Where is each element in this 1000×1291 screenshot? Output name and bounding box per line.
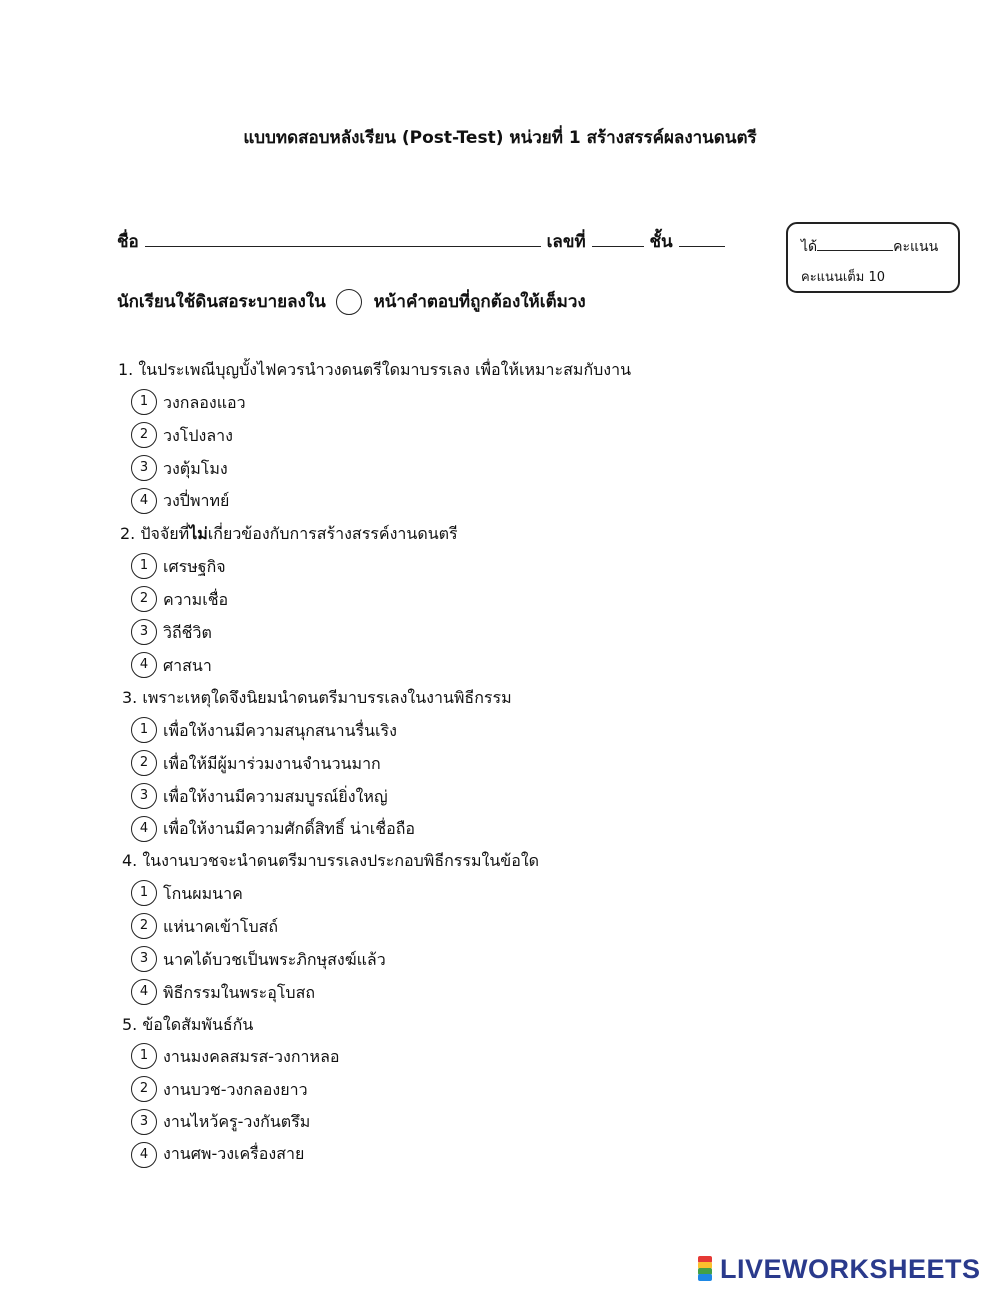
q5-option-2-bubble[interactable]: 2 — [131, 1076, 157, 1102]
q4-option-1-bubble[interactable]: 1 — [131, 880, 157, 906]
q4-option-2-bubble[interactable]: 2 — [131, 913, 157, 939]
score-field[interactable] — [817, 238, 893, 251]
question-3 — [122, 686, 512, 711]
question-text-post: เกี่ยวข้องกับการสร้างสรรค์งานดนตรี — [207, 524, 458, 543]
q1-option-4-text: วงปี่พาทย์ — [163, 491, 230, 510]
student-info-row — [117, 228, 725, 255]
q5-option-1-text: งานมงคลสมรส-วงกาหลอ — [163, 1047, 340, 1066]
q3-option-2-bubble[interactable]: 2 — [131, 750, 157, 776]
question-text: ในงานบวชจะนำดนตรีมาบรรเลงประกอบพิธีกรรมในข้อใด — [142, 851, 540, 870]
score-points-label: คะแนน — [893, 239, 939, 255]
q2-option-1-text: เศรษฐกิจ — [163, 557, 226, 576]
q3-option-1-bubble[interactable]: 1 — [131, 717, 157, 743]
q5-option-2-text: งานบวช-วงกลองยาว — [163, 1080, 308, 1099]
question-text-pre: ปัจจัยที่ — [140, 524, 190, 543]
q5-option-4-text: งานศพ-วงเครื่องสาย — [163, 1144, 305, 1163]
question-2 — [120, 522, 458, 547]
q4-option-4-bubble[interactable]: 4 — [131, 979, 157, 1005]
question-number: 5. — [122, 1015, 138, 1034]
q2-option-3-bubble[interactable]: 3 — [131, 619, 157, 645]
instruction — [117, 288, 586, 315]
q3-option-3-text: เพื่อให้งานมีความสมบูรณ์ยิ่งใหญ่ — [163, 787, 388, 806]
score-got-row — [801, 236, 938, 258]
question-4 — [122, 849, 539, 874]
number-label: เลขที่ — [546, 232, 586, 252]
question-number: 3. — [122, 688, 138, 707]
q3-option-4-text: เพื่อให้งานมีความศักดิ์สิทธิ์ น่าเชื่อถือ — [163, 819, 416, 838]
example-circle-icon — [336, 289, 362, 315]
question-text-emphasis: ไม่ — [189, 524, 208, 543]
q1-option-3-bubble[interactable]: 3 — [131, 455, 157, 481]
question-number: 2. — [120, 524, 136, 543]
q5-option-1-bubble[interactable]: 1 — [131, 1043, 157, 1069]
question-text: ในประเพณีบุญบั้งไฟควรนำวงดนตรีใดมาบรรเลง เพื่อให้เหมาะสมกับงาน — [138, 360, 632, 379]
score-full-value: 10 — [868, 270, 885, 285]
question-number: 1. — [118, 360, 134, 379]
instruction-before: นักเรียนใช้ดินสอระบายลงใน — [117, 292, 326, 312]
q5-option-4-bubble[interactable]: 4 — [131, 1142, 157, 1168]
q3-option-4-bubble[interactable]: 4 — [131, 816, 157, 842]
name-label: ชื่อ — [117, 232, 139, 252]
score-box — [786, 222, 960, 293]
q1-option-2-bubble[interactable]: 2 — [131, 422, 157, 448]
q2-option-2-text: ความเชื่อ — [163, 590, 229, 609]
liveworksheets-brand — [698, 1254, 981, 1285]
number-field[interactable] — [592, 232, 644, 247]
q3-option-2-text: เพื่อให้มีผู้มาร่วมงานจำนวนมาก — [163, 754, 381, 773]
q4-option-2-text: แห่นาคเข้าโบสถ์ — [163, 917, 279, 936]
question-number: 4. — [122, 851, 138, 870]
q1-option-4-bubble[interactable]: 4 — [131, 488, 157, 514]
q2-option-3-text: วิถีชีวิต — [163, 623, 212, 642]
q1-option-3-text: วงตุ้มโมง — [163, 459, 228, 478]
class-label: ชั้น — [649, 232, 673, 252]
q2-option-4-bubble[interactable]: 4 — [131, 652, 157, 678]
question-text: ข้อใดสัมพันธ์กัน — [142, 1015, 254, 1034]
name-field[interactable] — [145, 232, 541, 247]
q4-option-4-text: พิธีกรรมในพระอุโบสถ — [163, 983, 316, 1002]
q5-option-3-text: งานไหว้ครู-วงกันตรึม — [163, 1112, 311, 1131]
question-1 — [118, 358, 631, 383]
q4-option-1-text: โกนผมนาค — [163, 884, 243, 903]
worksheet-title: แบบทดสอบหลังเรียน (Post-Test) หน่วยที่ 1 สร้างสรรค์ผลงานดนตรี — [243, 128, 757, 148]
brand-text: LIVEWORKSHEETS — [720, 1254, 981, 1284]
q4-option-3-bubble[interactable]: 3 — [131, 946, 157, 972]
score-full-label: คะแนนเต็ม — [801, 270, 865, 285]
instruction-after: หน้าคำตอบที่ถูกต้องให้เต็มวง — [373, 292, 586, 312]
q2-option-1-bubble[interactable]: 1 — [131, 553, 157, 579]
q1-option-1-text: วงกลองแอว — [163, 393, 246, 412]
q5-option-3-bubble[interactable]: 3 — [131, 1109, 157, 1135]
question-5 — [122, 1013, 253, 1038]
q1-option-2-text: วงโปงลาง — [163, 426, 233, 445]
q3-option-3-bubble[interactable]: 3 — [131, 783, 157, 809]
q3-option-1-text: เพื่อให้งานมีความสนุกสนานรื่นเริง — [163, 721, 397, 740]
class-field[interactable] — [679, 232, 725, 247]
score-got-label: ได้ — [801, 239, 818, 255]
question-text: เพราะเหตุใดจึงนิยมนำดนตรีมาบรรเลงในงานพิธีกรรม — [142, 688, 512, 707]
q2-option-4-text: ศาสนา — [163, 656, 212, 675]
q1-option-1-bubble[interactable]: 1 — [131, 389, 157, 415]
q2-option-2-bubble[interactable]: 2 — [131, 586, 157, 612]
q4-option-3-text: นาคได้บวชเป็นพระภิกษุสงฆ์แล้ว — [163, 950, 386, 969]
liveworksheets-logo-icon — [698, 1256, 718, 1282]
score-full-row — [801, 266, 885, 287]
